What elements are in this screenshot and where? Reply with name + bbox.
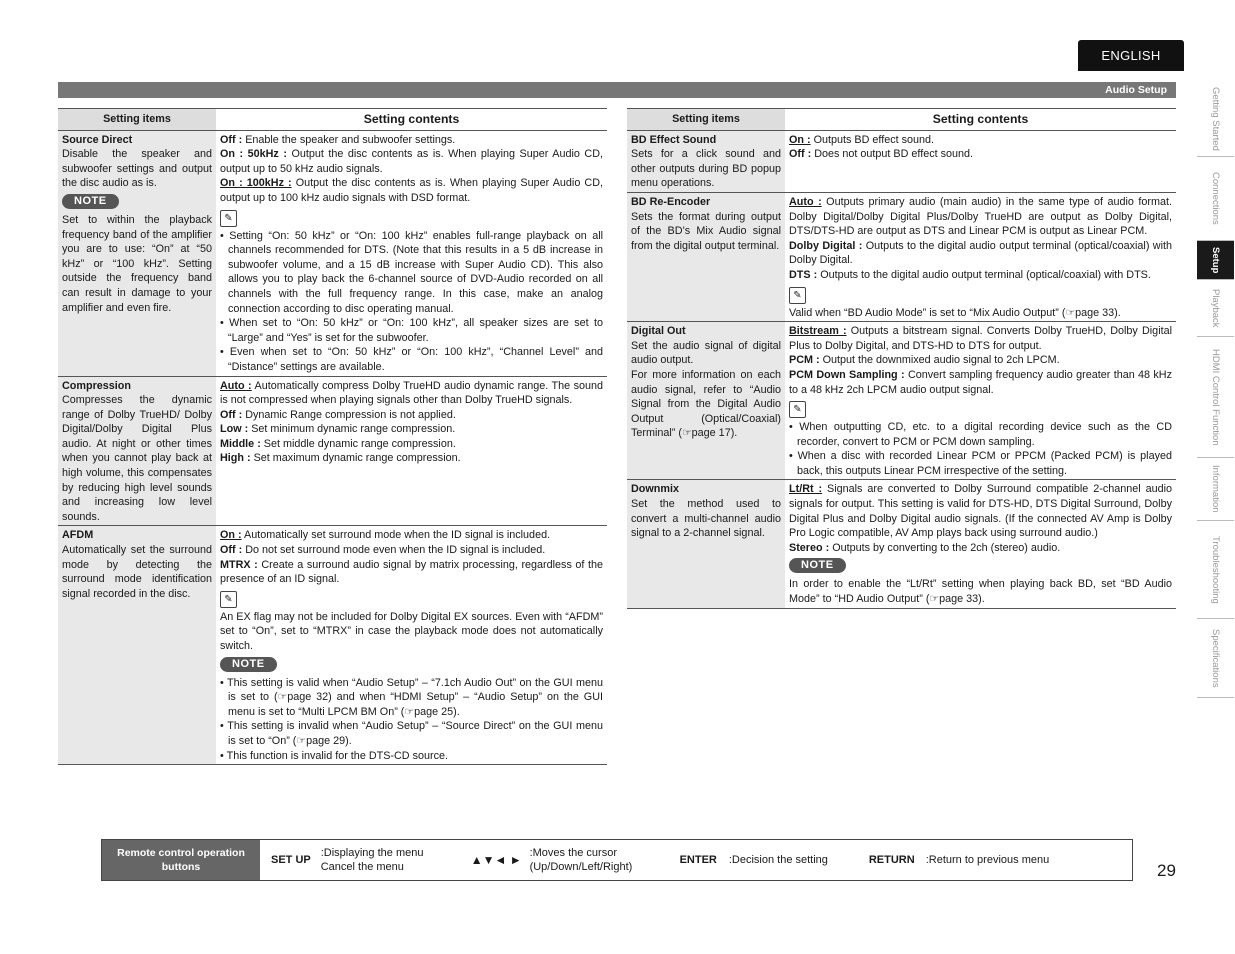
return-key-label: RETURN <box>868 854 915 866</box>
item-name: Downmix <box>631 483 679 496</box>
header-setting-items: Setting items <box>58 109 216 131</box>
list-item: • This setting is invalid when “Audio Setup” – “Source Direct” on the GUI menu is set to “On” (☞page 29). <box>220 720 604 747</box>
enter-key-label: ENTER <box>679 854 717 866</box>
list-item: • Setting “On: 50 kHz” or “On: 100 kHz” enables full-range playback on all channels recommended for DTS. (Note that this results in a 5 dB increase in subwoofer volume, and a 15 dB increase with Super Audio CD). This also allows you to play back the 6-channel source of DVD-Audio recorded on all channels with the full frequency range. In this case, make an analog connection according to disc operating manual. <box>220 229 604 315</box>
arrow-keys-icon: ▲▼◄ ► <box>470 853 522 867</box>
list-item: • When outputting CD, etc. to a digital recording device such as the CD recorder, convert to PCM or PCM down sampling. <box>789 421 1172 448</box>
side-nav-specifications[interactable]: Specifications <box>1197 619 1234 698</box>
list-item: • When a disc with recorded Linear PCM or PPCM (Packed PCM) is played back, this outputs Linear PCM irrespective of the setting. <box>789 450 1172 477</box>
list-item: • This setting is valid when “Audio Setup” – “7.1ch Audio Out” on the GUI menu is set to (☞page 32) and when “HDMI Setup” – “Audio Setup” on the GUI menu is set to “Multi LPCM BM On” (☞page 25). <box>220 676 603 718</box>
row-digital-out: Digital Out Set the audio signal of digital audio output. For more information on each audio signal, refer to “Audio Signal from the Digital Audio Output (Optical/Coaxial) Terminal” (☞page 17). Bitstream : Outputs a bitstream signal. Converts Dolby TrueHD, Dolby Digital Plus to Dolby Digital, and DTS-HD to DTS for output. PCM : Output the downmixed audio signal to 2ch LPCM. PCM Down Sampling : Convert sampling frequency audio greater than 48 kHz to a 48 kHz 2ch LPCM audio output signal. ✎ • When outputting CD, etc. to a digital recording device such as the CD recorder, convert to PCM or PCM down sampling. • When a disc with recorded Linear PCM or PPCM (Packed PCM) is played back, this outputs Linear PCM irrespective of the setting. <box>627 322 1176 480</box>
side-nav-information[interactable]: Information <box>1197 458 1234 521</box>
row-bd-re-encoder: BD Re-Encoder Sets the format during output of the BD’s Mix Audio signal from the digital output terminal. Auto : Outputs primary audio (main audio) in the same type of audio format. Dolby Digital/Dolby Digital Plus/Dolby TrueHD are output as Dolby Digital, DTS/DTS-HD are output as DTS and Linear PCM is output as Linear PCM. Dolby Digital : Outputs to the digital audio output terminal (optical/coaxial) with Dolby Digital. DTS : Outputs to the digital audio output terminal (optical/coaxial) with DTS. ✎ Valid when “BD Audio Mode” is set to “Mix Audio Output” (☞page 33). <box>627 192 1176 321</box>
row-bd-effect-sound: BD Effect Sound Sets for a click sound and other outputs during BD popup menu operations. On : Outputs BD effect sound. Off : Does not output BD effect sound. <box>627 130 1176 192</box>
note-badge: NOTE <box>789 558 846 573</box>
item-desc: Set the audio signal of digital audio output. <box>631 339 781 367</box>
section-title-bar: Audio Setup <box>58 82 1176 98</box>
side-nav-troubleshooting[interactable]: Troubleshooting <box>1197 521 1234 619</box>
list-item: • Even when set to “On: 50 kHz” or “On: 100 kHz”, “Channel Level” and “Distance” settings are available. <box>220 346 604 373</box>
pencil-icon: ✎ <box>220 591 237 608</box>
pencil-icon: ✎ <box>789 287 806 304</box>
note-text: Set to within the playback frequency band of the amplifier you are to use: “On” at “50 kHz” or “100 kHz”. Setting outside the frequency band can result in damage to your amplifier and even fire. <box>62 213 212 314</box>
return-key-desc: :Return to previous menu <box>925 854 1050 866</box>
item-desc: Automatically set the surround mode by detecting the surround mode identification signal recorded in the disc. <box>62 544 212 600</box>
item-name: BD Re-Encoder <box>631 195 711 208</box>
item-desc: Disable the speaker and subwoofer settings and output the disc audio as is. <box>62 148 212 190</box>
note-badge: NOTE <box>220 657 277 672</box>
item-desc: Sets for a click sound and other outputs during BD popup menu operations. <box>631 148 781 190</box>
setup-key-label: SET UP <box>271 854 311 866</box>
row-afdm: AFDM Automatically set the surround mode by detecting the surround mode identification signal recorded in the disc. On : Automatically set surround mode when the ID signal is included. Off : Do not set surround mode even when the ID signal is included. MTRX : Create a surround audio signal by matrix processing, regardless of the presence of an ID signal. ✎ An EX flag may not be included for Dolby Digital EX sources. Even with “AFDM” set to “On”, set to “MTRX” in case the playback mode does not automatically switch. NOTE • This setting is valid when “Audio Setup” – “7.1ch Audio Out” on the GUI menu is set to (☞page 32) and when “HDMI Setup” – “Audio Setup” on the GUI menu is set to “Multi LPCM BM On” (☞page 25). • This setting is invalid when “Audio Setup” – “Source Direct” on the GUI menu is set to “On” (☞page 29). • This function is invalid for the DTS-CD source. <box>58 526 607 765</box>
item-name: BD Effect Sound <box>631 133 717 146</box>
side-nav-playback[interactable]: Playback <box>1197 280 1234 337</box>
item-desc: Sets the format during output of the BD’s Mix Audio signal from the digital output terminal. <box>631 210 781 252</box>
item-desc: Set the method used to convert a multi-channel audio signal to a 2-channel signal. <box>631 498 781 540</box>
enter-key-desc: :Decision the setting <box>728 854 828 866</box>
list-item: • When set to “On: 50 kHz” or “On: 100 kHz”, all speaker sizes are set to “Large” and “Yes” is set for the subwoofer. <box>220 317 604 344</box>
arrow-keys-desc: :Moves the cursor (Up/Down/Left/Right) <box>529 847 633 873</box>
side-nav <box>1197 82 1234 698</box>
side-nav-getting-started[interactable]: Getting Started <box>1197 82 1234 157</box>
item-name: Source Direct <box>62 133 133 146</box>
side-nav-hdmi-control[interactable]: HDMI Control Function <box>1197 337 1234 458</box>
row-downmix: Downmix Set the method used to convert a multi-channel audio signal to a 2-channel signal. Lt/Rt : Signals are converted to Dolby Surround compatible 2-channel audio signals for output. This setting is valid for DTS-HD, DTS Digital Surround, Dolby Digital Plus and Dolby Digital audio signals. (If the connected AV Amp is Dolby Pro Logic compatible, AV Amp plays back using surround audio.) Stereo : Outputs by converting to the 2ch (stereo) audio. NOTE In order to enable the “Lt/Rt” setting when playing back BD, set “BD Audio Mode” to “HD Audio Output” (☞page 33). <box>627 480 1176 608</box>
side-nav-connections[interactable]: Connections <box>1197 157 1234 241</box>
pencil-icon: ✎ <box>789 401 806 418</box>
header-setting-contents: Setting contents <box>785 109 1176 131</box>
item-desc: For more information on each audio signal, refer to “Audio Signal from the Digital Audio Output (Optical/Coaxial) Terminal” (☞page 17). <box>631 368 781 440</box>
side-nav-setup[interactable]: Setup <box>1197 241 1234 280</box>
item-name: Compression <box>62 379 131 392</box>
pencil-icon: ✎ <box>220 210 237 227</box>
item-name: Digital Out <box>631 325 686 338</box>
header-setting-items: Setting items <box>627 109 785 131</box>
left-settings-table <box>58 108 607 765</box>
remote-control-legend <box>101 839 1133 881</box>
note-badge: NOTE <box>62 194 119 209</box>
item-name: AFDM <box>62 529 94 542</box>
setup-key-desc: :Displaying the menu Cancel the menu <box>320 847 424 873</box>
list-item: • This function is invalid for the DTS-CD source. <box>220 749 449 762</box>
row-source-direct: Source Direct Disable the speaker and subwoofer settings and output the disc audio as is. NOTE Set to within the playback frequency band of the amplifier you are to use: “On” at “50 kHz” or “100 kHz”. Setting outside the frequency band can result in damage to your amplifier and even fire. Off : Enable the speaker and subwoofer settings. On : 50kHz : Output the disc contents as is. When playing Super Audio CD, output up to 50 kHz audio signals. On : 100kHz : Output the disc contents as is. When playing Super Audio CD, output up to 100 kHz audio signals with DSD format. ✎ • Setting “On: 50 kHz” or “On: 100 kHz” enables full-range playback on all channels recommended for DTS. (Note that this results in a 5 dB increase in subwoofer volume, and a 15 dB increase with Super Audio CD). This also allows you to play back the 6-channel source of DVD-Audio recorded on all channels with the full frequency range. In this case, make an analog connection according to disc operating manual. • When set to “On: 50 kHz” or “On: 100 kHz”, all speaker sizes are set to “Large” and “Yes” is set for the subwoofer. • Even when set to “On: 50 kHz” or “On: 100 kHz”, “Channel Level” and “Distance” settings are available. <box>58 130 607 376</box>
language-tab[interactable]: ENGLISH <box>1078 40 1184 71</box>
page-number: 29 <box>1157 861 1176 880</box>
header-setting-contents: Setting contents <box>216 109 607 131</box>
item-desc: Compresses the dynamic range of Dolby TrueHD/ Dolby Digital/Dolby Digital Plus audio. At night or other times when you cannot play back at high volume, this compensates by reducing high level sounds and increasing low level sounds. <box>62 394 212 523</box>
remote-legend-title: Remote control operation buttons <box>102 840 260 880</box>
row-compression: Compression Compresses the dynamic range of Dolby TrueHD/ Dolby Digital/Dolby Digital Plus audio. At night or other times when you cannot play back at high volume, this compensates by reducing high level sounds and increasing low level sounds. Auto : Automatically compress Dolby TrueHD audio dynamic range. The sound is not compressed when playing signals other than Dolby TrueHD signals. Off : Dynamic Range compression is not applied. Low : Set minimum dynamic range compression. Middle : Set middle dynamic range compression. High : Set maximum dynamic range compression. <box>58 376 607 526</box>
right-settings-table <box>627 108 1176 609</box>
